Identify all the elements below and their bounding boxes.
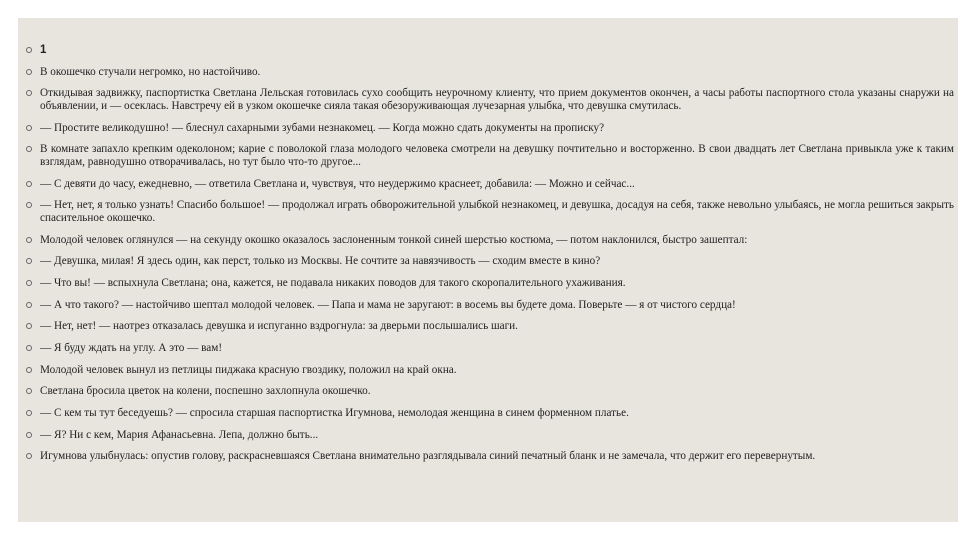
paragraph-item bbox=[26, 450, 954, 463]
paragraph-item bbox=[26, 143, 954, 168]
paragraph-text: — Простите великодушно! — блеснул сахарными зубами незнакомец. — Когда можно сдать документы на прописку? bbox=[40, 121, 605, 134]
bullet-circle-icon bbox=[26, 432, 32, 438]
paragraph-text: — Я? Ни с кем, Мария Афанасьевна. Лепа, должно быть... bbox=[40, 428, 319, 441]
paragraph-text: 1 bbox=[40, 44, 47, 56]
paragraph-item bbox=[26, 385, 954, 398]
bullet-circle-icon bbox=[26, 258, 32, 264]
bullet-circle-icon bbox=[26, 345, 32, 351]
bullet-circle-icon bbox=[26, 388, 32, 394]
bullet-circle-icon bbox=[26, 410, 32, 416]
paragraph-text: Игумнова улыбнулась: опустив голову, раскрасневшаяся Светлана внимательно разглядывала синий печатный бланк и не замечала, что держит его перевернутым. bbox=[40, 450, 816, 463]
paragraph-text: — Что вы! — вспыхнула Светлана; она, кажется, не подавала никаких поводов для такого скоропалительного ухаживания. bbox=[40, 276, 626, 289]
paragraph-item bbox=[26, 429, 954, 442]
paragraph-text: Молодой человек вынул из петлицы пиджака красную гвоздику, положил на край окна. bbox=[40, 363, 457, 376]
paragraph-item bbox=[26, 234, 954, 247]
bullet-circle-icon bbox=[26, 90, 32, 96]
bullet-circle-icon bbox=[26, 69, 32, 75]
paragraph-item bbox=[26, 122, 954, 135]
paragraph-text: — Девушка, милая! Я здесь один, как перст, только из Москвы. Не сочтите за навязчивость — сходим вместе в кино? bbox=[40, 255, 601, 268]
paragraph-item bbox=[26, 87, 954, 112]
paragraph-text: В окошечко стучали негромко, но настойчиво. bbox=[40, 65, 261, 78]
bullet-circle-icon bbox=[26, 146, 32, 152]
paragraph-text: — С девяти до часу, ежедневно, — ответила Светлана и, чувствуя, что неудержимо краснеет, добавила: — Можно и сейчас... bbox=[40, 177, 635, 190]
bullet-circle-icon bbox=[26, 181, 32, 187]
bullet-circle-icon bbox=[26, 47, 32, 53]
paragraph-text: — Нет, нет! — наотрез отказалась девушка и испуганно вздрогнула: за дверьми послышались шаги. bbox=[40, 320, 518, 333]
paragraph-item bbox=[26, 199, 954, 224]
bullet-circle-icon bbox=[26, 125, 32, 131]
paragraph-text: В комнате запахло крепким одеколоном; карие с поволокой глаза молодого человека смотрели на девушку почтительно и восторженно. В свои двадцать лет Светлана привыкла уже к таким взглядам, равнодушно отворачивалась, но тут было что-то другое... bbox=[40, 143, 954, 168]
slide bbox=[18, 18, 958, 522]
paragraph-text: Светлана бросила цветок на колени, поспешно захлопнула окошечко. bbox=[40, 385, 371, 398]
paragraph-item bbox=[26, 407, 954, 420]
bullet-circle-icon bbox=[26, 453, 32, 459]
paragraph-text: Откидывая задвижку, паспортистка Светлана Лельская готовилась сухо сообщить неурочному клиенту, что прием документов окончен, а часы работы паспортного стола указаны снаружи на объявлении, и — осеклась. Навстречу ей в узком окошечке сияла такая обезоруживающая лучезарная улыбка, что девушка смутилась. bbox=[40, 87, 954, 112]
bullet-circle-icon bbox=[26, 367, 32, 373]
paragraph-text: — Я буду ждать на углу. А это — вам! bbox=[40, 342, 223, 355]
paragraph-text: Молодой человек оглянулся — на секунду окошко оказалось заслоненным тонкой синей шерстью костюма, — потом наклонился, быстро зашептал: bbox=[40, 233, 748, 246]
paragraph-list bbox=[26, 44, 954, 472]
paragraph-item bbox=[26, 364, 954, 377]
paragraph-item bbox=[26, 44, 954, 57]
paragraph-item bbox=[26, 299, 954, 312]
paragraph-item bbox=[26, 66, 954, 79]
bullet-circle-icon bbox=[26, 323, 32, 329]
bullet-circle-icon bbox=[26, 202, 32, 208]
paragraph-text: — С кем ты тут беседуешь? — спросила старшая паспортистка Игумнова, немолодая женщина в синем форменном платье. bbox=[40, 407, 629, 420]
paragraph-item bbox=[26, 320, 954, 333]
paragraph-item bbox=[26, 178, 954, 191]
bullet-circle-icon bbox=[26, 280, 32, 286]
bullet-circle-icon bbox=[26, 237, 32, 243]
paragraph-item bbox=[26, 255, 954, 268]
paragraph-item bbox=[26, 277, 954, 290]
paragraph-item bbox=[26, 342, 954, 355]
bullet-circle-icon bbox=[26, 302, 32, 308]
paragraph-text: — Нет, нет, я только узнать! Спасибо большое! — продолжал играть обворожительной улыбкой незнакомец, и девушка, досадуя на себя, также невольно улыбаясь, не могла решиться закрыть спасительное окошечко. bbox=[40, 199, 954, 224]
paragraph-text: — А что такого? — настойчиво шептал молодой человек. — Папа и мама не заругают: в восемь вы будете дома. Поверьте — я от чистого сердца! bbox=[40, 298, 736, 311]
